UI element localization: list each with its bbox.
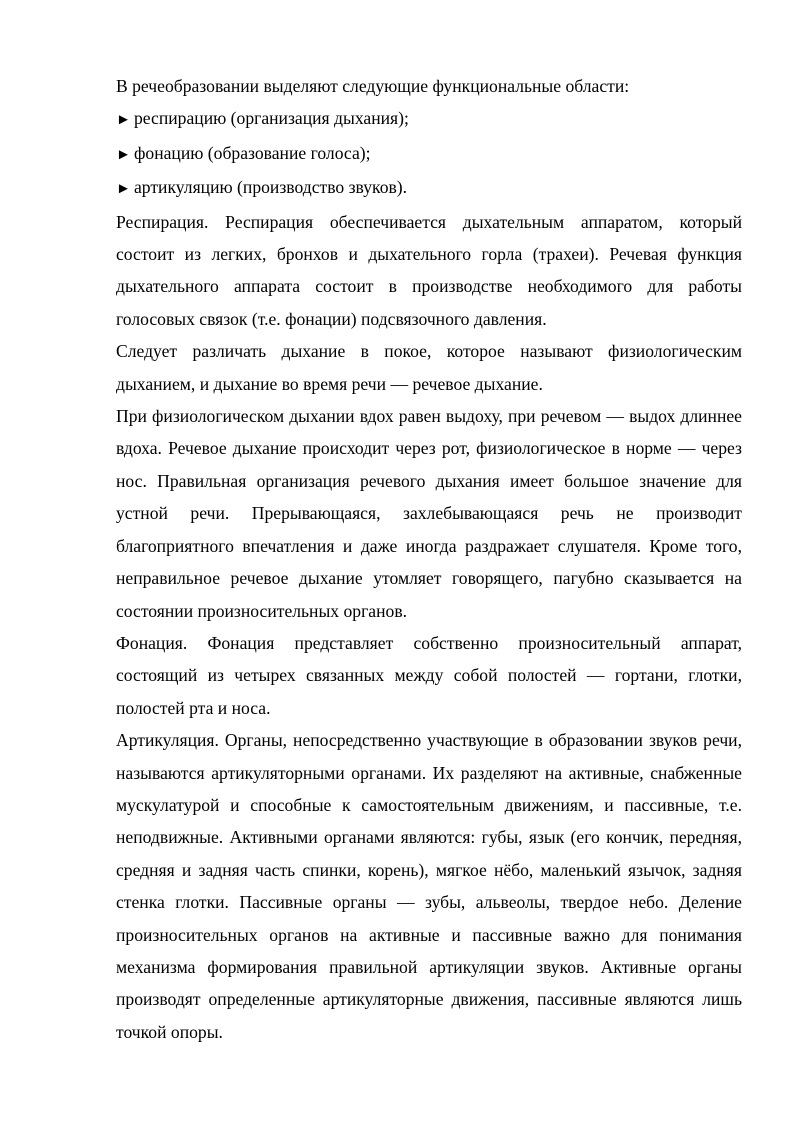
speech-breathing-paragraph: При физиологическом дыхании вдох равен выдоху, при речевом — выдох длиннее вдоха. Речевое дыхание происходит через рот, физиологическое в норме — через нос. Правильная организация речевого дыхания имеет большое значение для устной речи. Прерывающаяся, захлебывающаяся речь не производит благоприятного впечатления и даже иногда раздражает слушателя. Кроме того, неправильное речевое дыхание утомляет говорящего, пагубно сказывается на состоянии произносительных органов. — [116, 406, 742, 621]
phonation-paragraph: Фонация. Фонация представляет собственно произносительный аппарат, состоящий из четырех связанных между собой полостей — гортани, глотки, полостей рта и носа. — [116, 632, 742, 718]
list-item — [116, 102, 742, 136]
list-item-text: фонацию (образование голоса); — [134, 142, 371, 163]
list-item — [116, 171, 742, 205]
functional-areas-list — [116, 102, 742, 205]
articulation-paragraph: Артикуляция. Органы, непосредственно участвующие в образовании звуков речи, называются артикуляторными органами. Их разделяют на активные, снабженные мускулатурой и способные к самостоятельным движениям, и пассивные, т.е. неподвижные. Активными органами являются: губы, язык (его кончик, передняя, средняя и задняя часть спинки, корень), мягкое нёбо, маленький язычок, задняя стенка глотки. Пассивные органы — зубы, альвеолы, твердое небо. Деление произносительных органов на активные и пассивные важно для понимания механизма формирования правильной артикуляции звуков. Активные органы производят определенные артикуляторные движения, пассивные являются лишь точкой опоры. — [116, 730, 742, 1042]
respiration-paragraph: Респирация. Респирация обеспечивается дыхательным аппаратом, который состоит из легких, бронхов и дыхательного горла (трахеи). Речевая функция дыхательного аппарата состоит в производстве необходимого для работы голосовых связок (т.е. фонации) подсвязочного давления. — [116, 211, 742, 329]
document-page — [116, 70, 742, 1048]
list-item-text: артикуляцию (производство звуков). — [134, 177, 408, 198]
breathing-types-paragraph: Следует различать дыхание в покое, которое называют физиологическим дыханием, и дыхание во время речи — речевое дыхание. — [116, 341, 742, 394]
triangle-bullet-icon: ► — [116, 181, 131, 198]
list-item — [116, 137, 742, 171]
list-item-text: респирацию (организация дыхания); — [134, 108, 409, 129]
intro-paragraph: В речеобразовании выделяют следующие функциональные области: — [116, 76, 630, 96]
triangle-bullet-icon: ► — [116, 146, 131, 163]
triangle-bullet-icon: ► — [116, 112, 131, 129]
